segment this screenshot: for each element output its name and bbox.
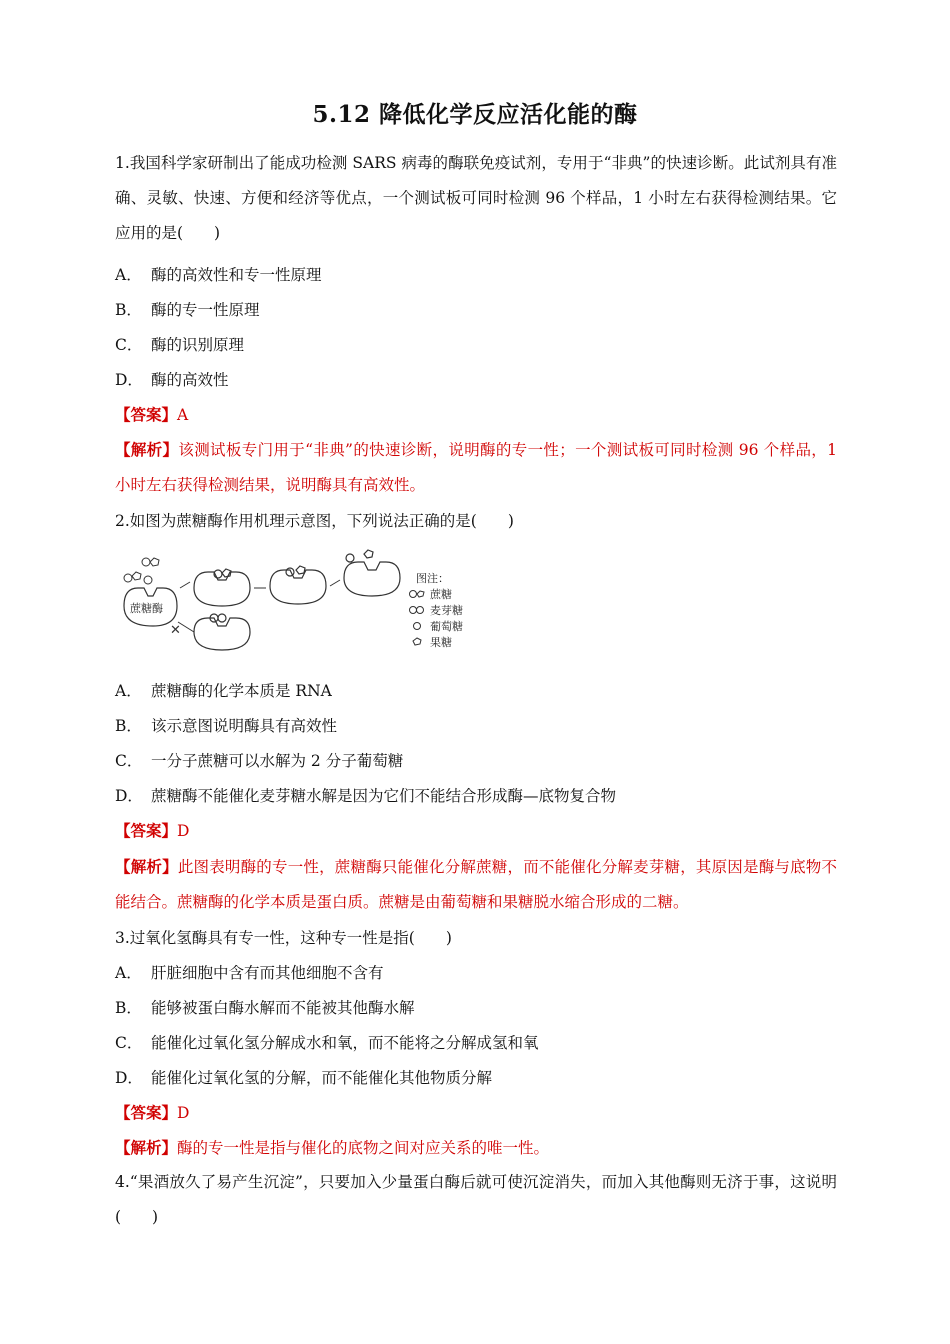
blocked-mark: ✕: [170, 623, 181, 638]
option-text: 能够被蛋白酶水解而不能被其他酶水解: [151, 999, 415, 1017]
answer-label: 【答案】: [115, 1103, 178, 1122]
legend-sucrose-icon: [410, 591, 425, 598]
enzyme-substrate-complex: [194, 569, 250, 606]
option-letter: A．: [115, 964, 142, 982]
q1-option-b: [115, 299, 260, 321]
legend-fructose-icon: [413, 638, 421, 645]
option-text: 蔗糖酶不能催化麦芽糖水解是因为它们不能结合形成酶—底物复合物: [151, 787, 617, 805]
q2-stem: 2.如图为蔗糖酶作用机理示意图，下列说法正确的是( ): [115, 512, 514, 530]
substrate-sucrose-free: [124, 558, 159, 584]
option-text: 一分子蔗糖可以水解为 2 分子葡萄糖: [151, 752, 404, 770]
q2-option-b: [115, 715, 337, 737]
q2-answer: [115, 820, 189, 842]
option-letter: A．: [115, 682, 142, 700]
analysis-label: 【解析】: [115, 440, 179, 459]
q1-stem: 1.我国科学家研制出了能成功检测 SARS 病毒的酶联免疫试剂，专用于“非典”的快速诊断。此试剂具有准确、灵敏、快速、方便和经济等优点，一个测试板可同时检测 96 个样品，1 小时左右获得检测结果。它应用的是( ): [115, 154, 837, 242]
option-letter: B．: [115, 999, 142, 1017]
enzyme-label: 蔗糖酶: [130, 602, 163, 615]
option-letter: D．: [115, 787, 143, 805]
legend-item-sucrose: 蔗糖: [430, 588, 452, 601]
legend-item-glucose: 葡萄糖: [430, 620, 463, 633]
q1-option-d: [115, 369, 229, 391]
q3-option-c: [115, 1032, 539, 1054]
analysis-label: 【解析】: [115, 857, 178, 876]
option-text: 酶的高效性和专一性原理: [151, 266, 322, 284]
answer-value: D: [177, 822, 190, 840]
answer-value: A: [177, 406, 189, 424]
q1-option-a: [115, 264, 322, 286]
q3-option-d: [115, 1067, 492, 1089]
enzyme-products-forming: [270, 566, 326, 604]
answer-label: 【答案】: [115, 405, 178, 424]
q4-stem: 4.“果酒放久了易产生沉淀”，只要加入少量蛋白酶后就可使沉淀消失，而加入其他酶则无济于事，这说明( ): [115, 1173, 837, 1226]
option-text: 酶的高效性: [151, 371, 229, 389]
option-letter: A．: [115, 266, 142, 284]
legend-item-maltose: 麦芽糖: [430, 604, 463, 617]
option-text: 能催化过氧化氢分解成水和氧，而不能将之分解成氢和氧: [151, 1034, 539, 1052]
option-text: 酶的专一性原理: [151, 301, 260, 319]
q3-stem: 3.过氧化氢酶具有专一性，这种专一性是指( ): [115, 929, 452, 947]
analysis-label: 【解析】: [115, 1138, 178, 1157]
q1-analysis: [115, 432, 837, 503]
q2-option-a: [115, 680, 332, 702]
enzyme-released: [344, 550, 400, 596]
option-letter: B．: [115, 301, 142, 319]
answer-value: D: [177, 1104, 190, 1122]
option-text: 该示意图说明酶具有高效性: [151, 717, 338, 735]
option-text: 酶的识别原理: [151, 336, 245, 354]
sucrase-mechanism-figure: [118, 548, 478, 658]
page-title: 5.12 降低化学反应活化能的酶: [312, 101, 638, 128]
q3-option-b: [115, 997, 415, 1019]
analysis-text: 该测试板专门用于“非典”的快速诊断，说明酶的专一性；一个测试板可同时检测 96 个样品，1 小时左右获得检测结果，说明酶具有高效性。: [115, 441, 837, 494]
option-letter: C．: [115, 336, 143, 354]
legend-maltose-icon: [410, 607, 424, 614]
legend-item-fructose: 果糖: [430, 636, 452, 649]
q2-analysis: [115, 849, 837, 920]
q2-option-c: [115, 750, 403, 772]
answer-label: 【答案】: [115, 821, 178, 840]
option-letter: C．: [115, 752, 143, 770]
option-letter: D．: [115, 1069, 143, 1087]
legend-glucose-icon: [414, 623, 421, 630]
q3-analysis: [115, 1137, 549, 1159]
analysis-text: 此图表明酶的专一性，蔗糖酶只能催化分解蔗糖，而不能催化分解麦芽糖，其原因是酶与底物不能结合。蔗糖酶的化学本质是蛋白质。蔗糖是由葡萄糖和果糖脱水缩合形成的二糖。: [115, 858, 837, 911]
q3-option-a: [115, 962, 384, 984]
legend-title: 图注：: [416, 572, 449, 585]
option-letter: D．: [115, 371, 143, 389]
q1-option-c: [115, 334, 244, 356]
option-text: 蔗糖酶的化学本质是 RNA: [151, 682, 332, 700]
q1-answer: [115, 404, 188, 426]
option-letter: C．: [115, 1034, 143, 1052]
option-text: 肝脏细胞中含有而其他细胞不含有: [151, 964, 384, 982]
q2-option-d: [115, 785, 616, 807]
enzyme-with-maltose: [194, 614, 250, 650]
option-letter: B．: [115, 717, 142, 735]
analysis-text: 酶的专一性是指与催化的底物之间对应关系的唯一性。: [177, 1139, 550, 1157]
q3-answer: [115, 1102, 189, 1124]
option-text: 能催化过氧化氢的分解，而不能催化其他物质分解: [151, 1069, 493, 1087]
